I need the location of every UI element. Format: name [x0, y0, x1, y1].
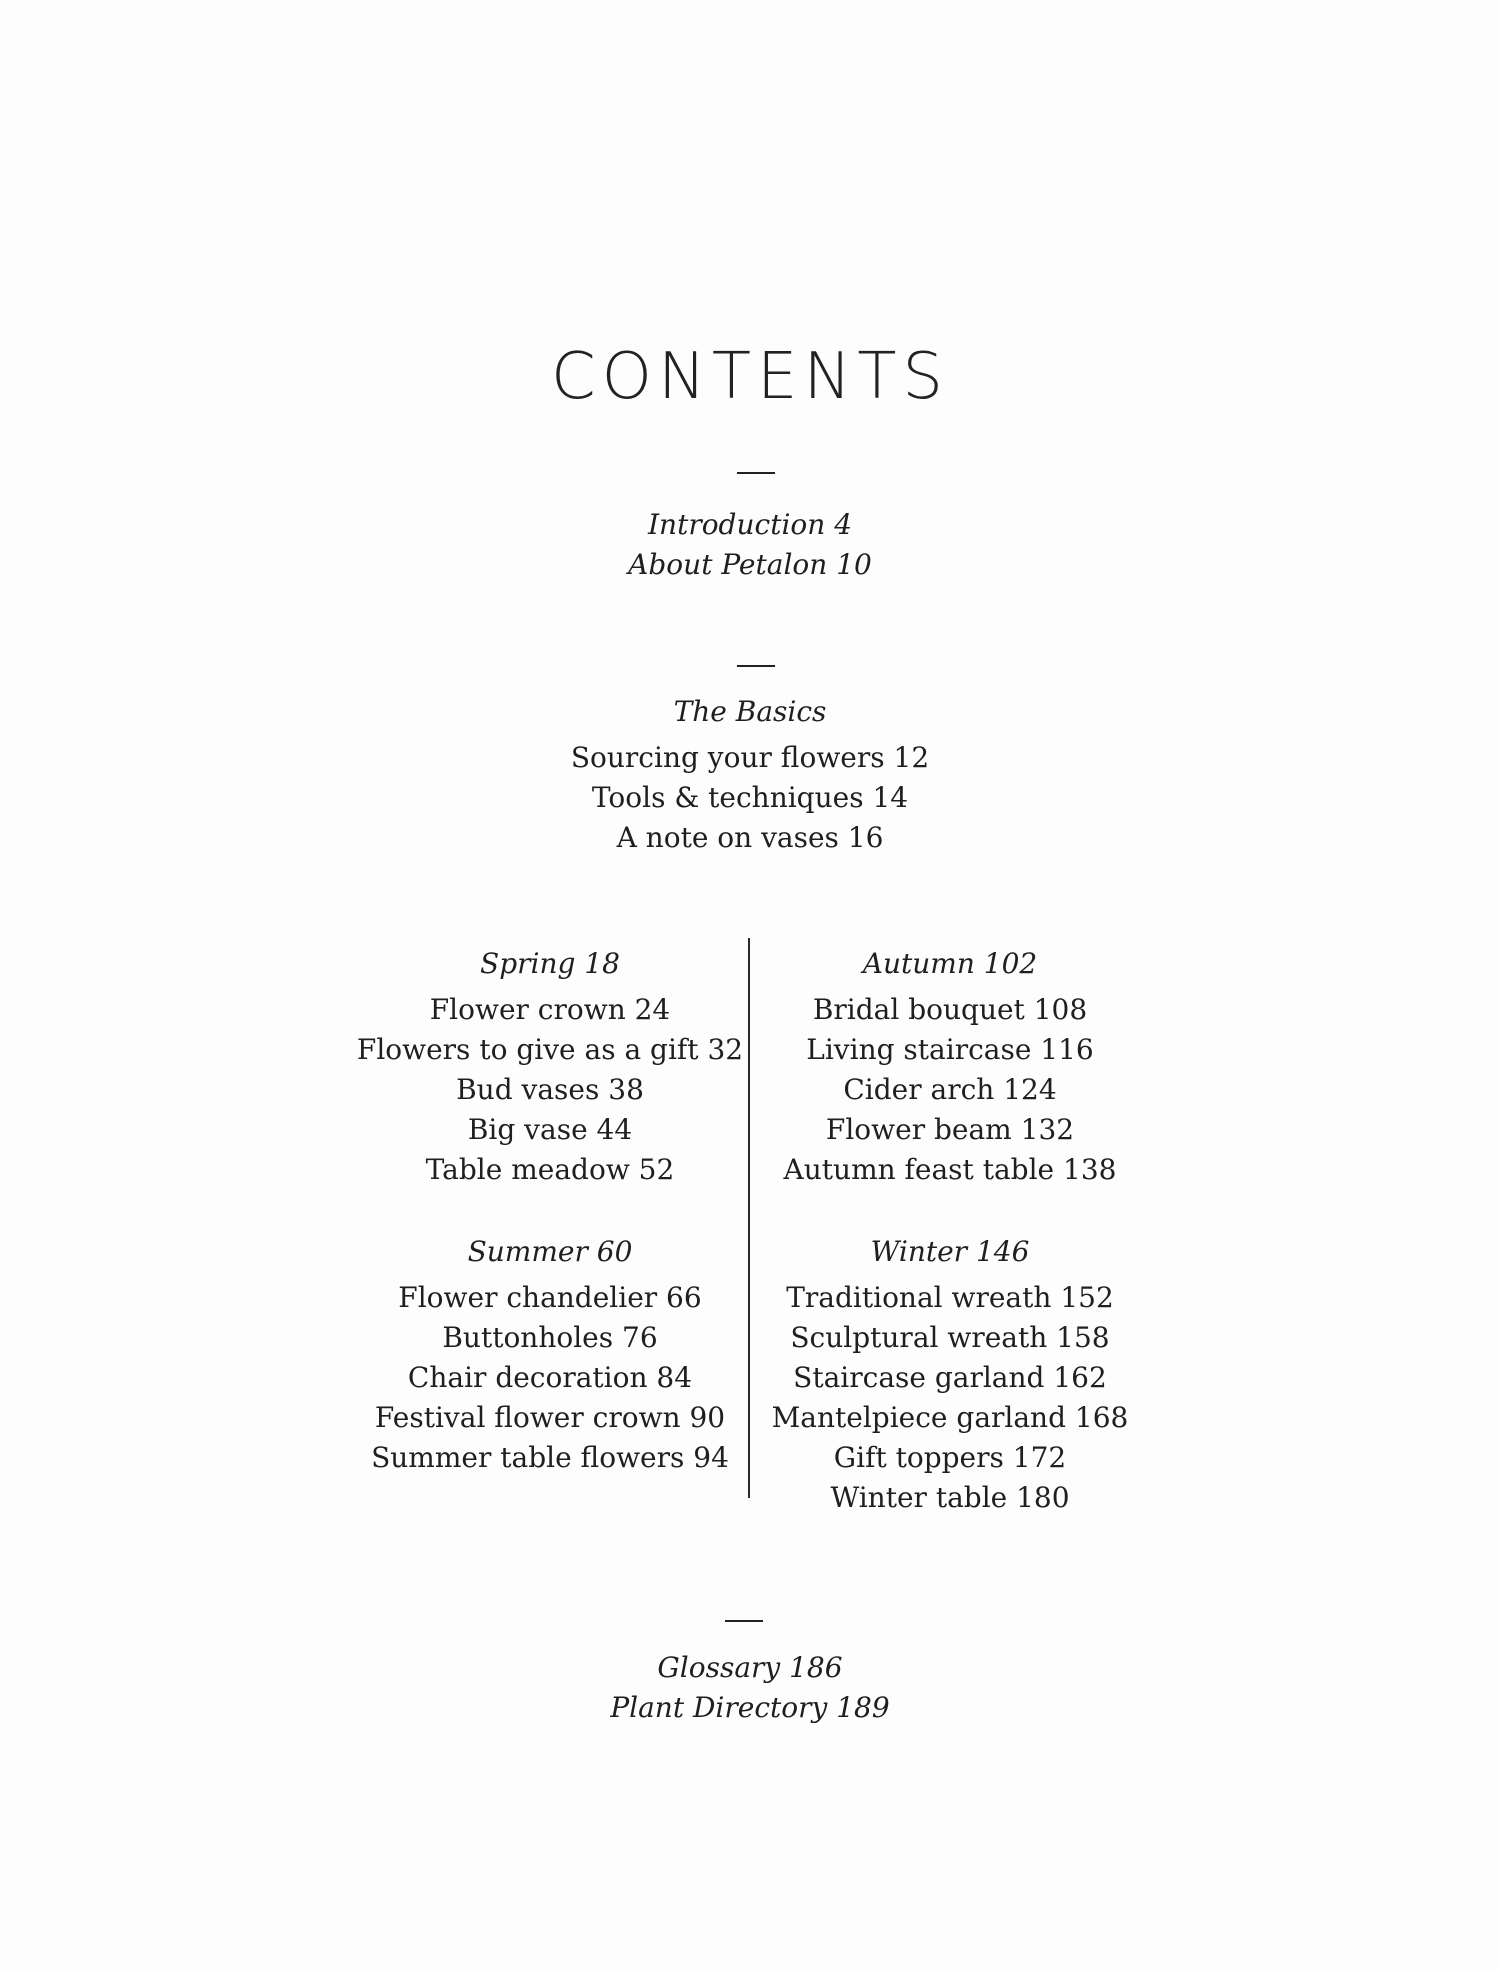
basics-section	[0, 692, 1500, 858]
section-heading-winter: Winter 146	[870, 1235, 1030, 1268]
toc-entry[interactable]: Flowers to give as a gift 32	[356, 1033, 744, 1066]
toc-entry-introduction[interactable]: Introduction 4	[647, 508, 853, 541]
toc-entry[interactable]: Cider arch 124	[843, 1073, 1057, 1106]
toc-entry[interactable]: Flower chandelier 66	[398, 1281, 702, 1314]
toc-entry[interactable]: Flower beam 132	[825, 1113, 1075, 1146]
toc-entry[interactable]: Traditional wreath 152	[786, 1281, 1114, 1314]
back-matter	[0, 1648, 1500, 1728]
section-heading-autumn: Autumn 102	[862, 947, 1038, 980]
toc-entry-glossary[interactable]: Glossary 186	[657, 1651, 843, 1684]
toc-entry[interactable]: Bud vases 38	[456, 1073, 644, 1106]
divider-2	[737, 665, 775, 667]
toc-entry-about-petalon[interactable]: About Petalon 10	[628, 548, 872, 581]
front-matter	[0, 505, 1500, 585]
toc-entry[interactable]: Staircase garland 162	[793, 1361, 1107, 1394]
toc-entry[interactable]: Gift toppers 172	[833, 1441, 1067, 1474]
section-heading-summer: Summer 60	[467, 1235, 633, 1268]
toc-entry[interactable]: Festival flower crown 90	[374, 1401, 726, 1434]
toc-entry[interactable]: Tools & techniques 14	[591, 781, 909, 814]
section-heading-spring: Spring 18	[480, 947, 620, 980]
toc-entry[interactable]: Summer table flowers 94	[371, 1441, 729, 1474]
toc-entry[interactable]: Buttonholes 76	[442, 1321, 658, 1354]
right-column	[670, 944, 1230, 1518]
toc-entry[interactable]: Mantelpiece garland 168	[771, 1401, 1129, 1434]
toc-entry[interactable]: Chair decoration 84	[407, 1361, 693, 1394]
page-title: CONTENTS	[550, 340, 950, 414]
toc-entry-plant-directory[interactable]: Plant Directory 189	[610, 1691, 890, 1724]
toc-entry[interactable]: Living staircase 116	[806, 1033, 1094, 1066]
toc-entry[interactable]: A note on vases 16	[616, 821, 884, 854]
divider-1	[737, 472, 775, 474]
toc-entry[interactable]: Big vase 44	[467, 1113, 633, 1146]
divider-3	[725, 1620, 763, 1622]
toc-entry[interactable]: Flower crown 24	[429, 993, 671, 1026]
toc-entry[interactable]: Autumn feast table 138	[783, 1153, 1117, 1186]
toc-entry[interactable]: Sculptural wreath 158	[790, 1321, 1110, 1354]
toc-entry[interactable]: Sourcing your flowers 12	[570, 741, 930, 774]
toc-entry[interactable]: Winter table 180	[830, 1481, 1070, 1514]
toc-entry[interactable]: Bridal bouquet 108	[812, 993, 1088, 1026]
toc-entry[interactable]: Table meadow 52	[425, 1153, 675, 1186]
section-heading-basics: The Basics	[673, 695, 827, 728]
